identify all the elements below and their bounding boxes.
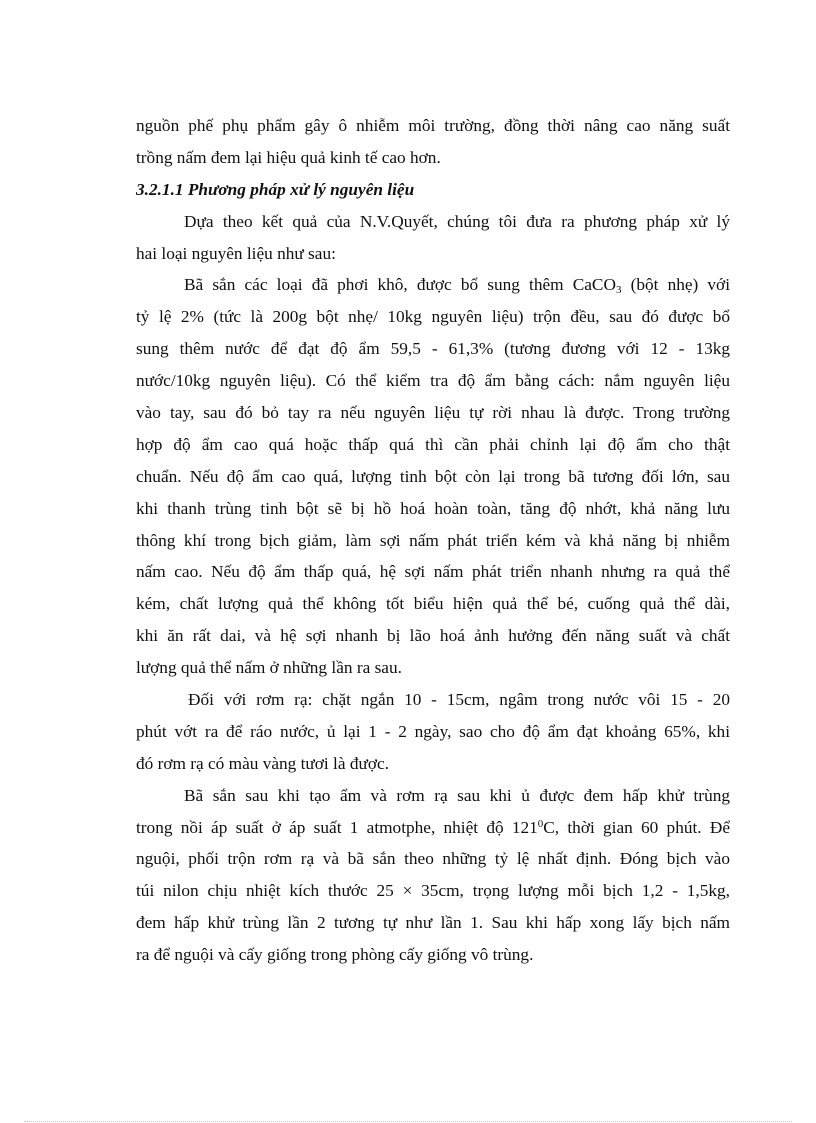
text-span: Bã sắn các loại đã phơi khô, được bổ sung thêm CaCO <box>184 275 616 295</box>
text-span: C, thời gian 60 phút. Để <box>543 817 730 837</box>
text-line: chuẩn. Nếu độ ẩm cao quá, lượng tinh bột còn lại trong bã tương đối lớn, sau <box>136 466 730 486</box>
text-line: vào tay, sau đó bỏ tay ra nếu nguyên liệu tự rời nhau là được. Trong trường <box>136 403 730 423</box>
text-line: khi thanh trùng tinh bột sẽ bị hồ hoá hoàn toàn, tăng độ nhớt, khả năng lưu <box>136 498 730 518</box>
text-line: túi nilon chịu nhiệt kích thước 25 × 35cm, trọng lượng mỗi bịch 1,2 - 1,5kg, <box>136 881 730 901</box>
text-line: Đối với rơm rạ: chặt ngắn 10 - 15cm, ngâm trong nước vôi 15 - 20 <box>188 690 730 710</box>
text-line: hai loại nguyên liệu như sau: <box>136 243 336 263</box>
text-line: phút vớt ra để ráo nước, ủ lại 1 - 2 ngày, sao cho độ ẩm đạt khoảng 65%, khi <box>136 721 730 741</box>
text-line: khi ăn rất dai, và hệ sợi nhanh bị lão hoá ảnh hưởng đến năng suất và chất <box>136 626 730 646</box>
subscript: 3 <box>615 284 622 297</box>
text-line: hợp độ ẩm cao quá hoặc thấp quá thì cần phải chỉnh lại độ ẩm cho thật <box>136 434 730 454</box>
text-line: trồng nấm đem lại hiệu quả kinh tế cao hơn. <box>136 147 441 167</box>
text-line: sung thêm nước để đạt độ ẩm 59,5 - 61,3% (tương đương với 12 - 13kg <box>136 339 730 359</box>
text-line: tỷ lệ 2% (tức là 200g bột nhẹ/ 10kg nguyên liệu) trộn đều, sau đó được bổ <box>136 307 730 327</box>
text-line: nước/10kg nguyên liệu). Có thể kiểm tra độ ẩm bằng cách: nắm nguyên liệu <box>136 371 730 391</box>
text-span: trong nồi áp suất ở áp suất 1 atmotphe, nhiệt độ 121 <box>136 817 538 837</box>
text-line: kém, chất lượng quả thể không tốt biểu hiện quả thể bé, cuống quả thể dài, <box>136 594 730 614</box>
text-line: nguồn phế phụ phẩm gây ô nhiễm môi trường, đồng thời nâng cao năng suất <box>136 116 730 135</box>
text-line: đó rơm rạ có màu vàng tươi là được. <box>136 753 389 773</box>
text-line: ra để nguội và cấy giống trong phòng cấy giống vô trùng. <box>136 945 534 965</box>
superscript: 0 <box>537 817 544 830</box>
section-heading: 3.2.1.1 Phương pháp xử lý nguyên liệu <box>136 179 415 199</box>
text-line: nguội, phối trộn rơm rạ và bã sắn theo những tỷ lệ nhất định. Đóng bịch vào <box>136 849 730 869</box>
text-line: thông khí trong bịch giảm, làm sợi nấm phát triển kém và khả năng bị nhiễm <box>136 530 730 550</box>
document-body <box>136 110 730 971</box>
text-line: Dựa theo kết quả của N.V.Quyết, chúng tôi đưa ra phương pháp xử lý <box>184 211 730 231</box>
text-line <box>136 812 730 844</box>
text-line: đem hấp khử trùng lần 2 tương tự như lần 1. Sau khi hấp xong lấy bịch nấm <box>136 913 730 933</box>
page-bottom-rule <box>24 1121 792 1122</box>
text-line <box>136 269 730 301</box>
text-line: lượng quả thể nấm ở những lần ra sau. <box>136 658 402 678</box>
text-line: nấm cao. Nếu độ ẩm thấp quá, hệ sợi nấm phát triển nhanh nhưng ra quả thể <box>136 562 730 582</box>
text-line: Bã sắn sau khi tạo ẩm và rơm rạ sau khi ủ được đem hấp khử trùng <box>184 785 730 805</box>
text-span: (bột nhẹ) với <box>621 275 730 295</box>
